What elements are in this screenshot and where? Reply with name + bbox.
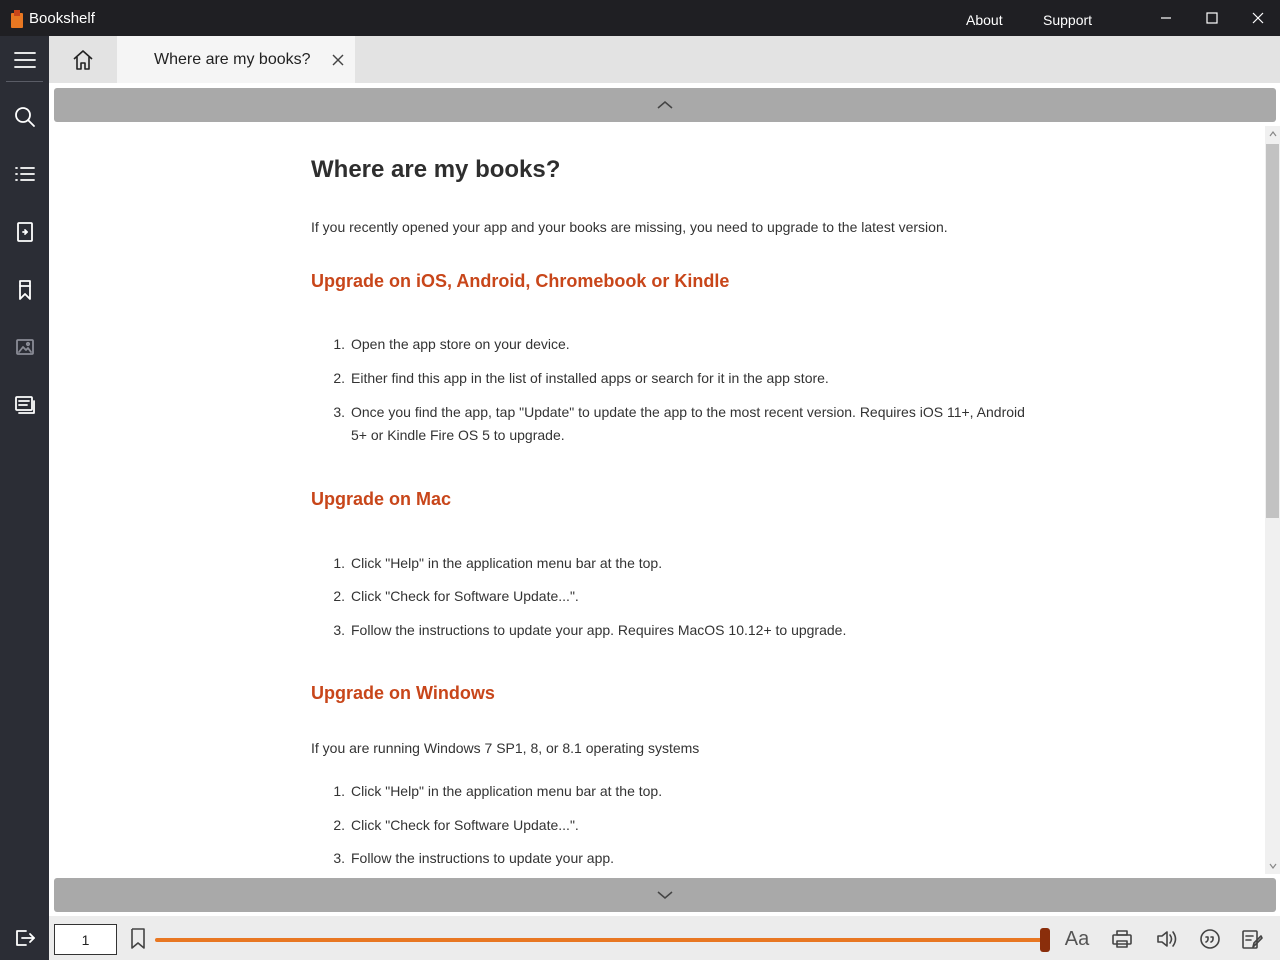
about-link[interactable]: About <box>966 12 1003 28</box>
sidebar-divider <box>6 81 43 82</box>
chevron-down-icon <box>1268 862 1278 870</box>
page-jump-icon <box>16 221 34 243</box>
sidebar-item-search[interactable] <box>0 93 49 141</box>
scroll-up-button[interactable] <box>1265 126 1280 142</box>
previous-page-button[interactable] <box>54 88 1276 122</box>
bookmark-icon <box>17 279 33 301</box>
hamburger-menu-icon <box>13 50 37 70</box>
page-number-input[interactable] <box>54 924 117 955</box>
chevron-up-icon <box>656 100 674 110</box>
sidebar-item-table-of-contents[interactable] <box>0 150 49 198</box>
speaker-icon <box>1155 929 1179 949</box>
quote-icon <box>1199 928 1221 950</box>
notebook-edit-icon <box>1241 928 1263 950</box>
image-icon <box>15 338 35 356</box>
list-icon <box>14 165 36 183</box>
add-bookmark-button[interactable] <box>128 927 148 951</box>
bottom-toolbar <box>49 916 1280 960</box>
search-icon <box>14 106 36 128</box>
scroll-down-button[interactable] <box>1265 858 1280 874</box>
sidebar-item-bookmarks[interactable] <box>0 266 49 314</box>
sidebar-item-figures[interactable] <box>0 323 49 371</box>
close-icon <box>331 53 345 67</box>
bookmark-icon <box>128 927 148 951</box>
section-heading-mac: Upgrade on Mac <box>311 489 452 509</box>
sidebar <box>0 36 49 960</box>
sidebar-item-menu[interactable] <box>0 36 49 84</box>
exit-icon <box>14 928 36 948</box>
tab-document-label: Where are my books? <box>154 51 311 68</box>
home-icon <box>72 49 94 71</box>
tab-close-button[interactable] <box>331 53 345 67</box>
scrollbar-thumb[interactable] <box>1266 144 1279 518</box>
next-page-button[interactable] <box>54 878 1276 912</box>
close-icon <box>1252 12 1264 24</box>
sidebar-item-sign-out[interactable] <box>0 914 49 960</box>
windows-intro-paragraph: If you are running Windows 7 SP1, 8, or 8.1 operating systems <box>311 740 700 756</box>
reader-content: Where are my books? If you recently opened your app and your books are missing, you need to upgrade to the latest version. Upgrade on iOS, Android, Chromebook or Kindle 1. Open the app store on your device. 2. Either find this app in the list of installed apps or search for it in the app store. 3. Once you find the app, tap "Update" to update the app to the most recent version. Requires iOS 11+, Android 5+ or Kindle Fire OS 5 to upgrade. Upgrade on Mac 1. Click "Help" in the application menu bar at the top. 2. Click "Check for Software Update...". 3. Follow the instructions to update your app. Requires MacOS 10.12+ to upgrade. Upgrade on Windows If you are running Windows 7 SP1, 8, or 8.1 operating systems 1. Click "Help" in the application menu bar at the top. 2. Click "Check for Software Update...". 3. Follow the instructions to update your app. <box>49 126 1280 874</box>
font-size-icon: Aa <box>1064 927 1090 950</box>
minimize-button[interactable] <box>1143 0 1189 36</box>
page-title: Where are my books? <box>311 156 561 183</box>
maximize-icon <box>1206 12 1218 24</box>
tab-strip <box>49 36 1280 83</box>
close-window-button[interactable] <box>1235 0 1280 36</box>
printer-icon <box>1111 929 1133 949</box>
sidebar-item-notes[interactable] <box>0 381 49 429</box>
reading-progress-thumb[interactable] <box>1040 928 1050 952</box>
citation-button[interactable] <box>1193 923 1227 955</box>
minimize-icon <box>1160 12 1172 24</box>
title-bar <box>0 0 1280 36</box>
chevron-up-icon <box>1268 130 1278 138</box>
section-heading-mobile: Upgrade on iOS, Android, Chromebook or Kindle <box>311 271 730 291</box>
intro-paragraph: If you recently opened your app and your books are missing, you need to upgrade to the latest version. <box>311 219 948 235</box>
app-title: Bookshelf <box>29 10 95 27</box>
maximize-button[interactable] <box>1189 0 1235 36</box>
chevron-down-icon <box>656 890 674 900</box>
support-link[interactable]: Support <box>1043 12 1093 28</box>
font-settings-button[interactable] <box>1060 923 1094 955</box>
notebook-button[interactable] <box>1235 923 1269 955</box>
print-button[interactable] <box>1105 923 1139 955</box>
notes-icon <box>14 395 36 415</box>
reading-progress-slider[interactable] <box>155 938 1045 942</box>
tab-document[interactable] <box>117 36 355 83</box>
bookshelf-logo-icon <box>10 10 24 28</box>
sidebar-item-go-to-page[interactable] <box>0 208 49 256</box>
read-aloud-button[interactable] <box>1150 923 1184 955</box>
tab-home[interactable] <box>49 36 117 83</box>
section-heading-windows: Upgrade on Windows <box>311 683 495 703</box>
